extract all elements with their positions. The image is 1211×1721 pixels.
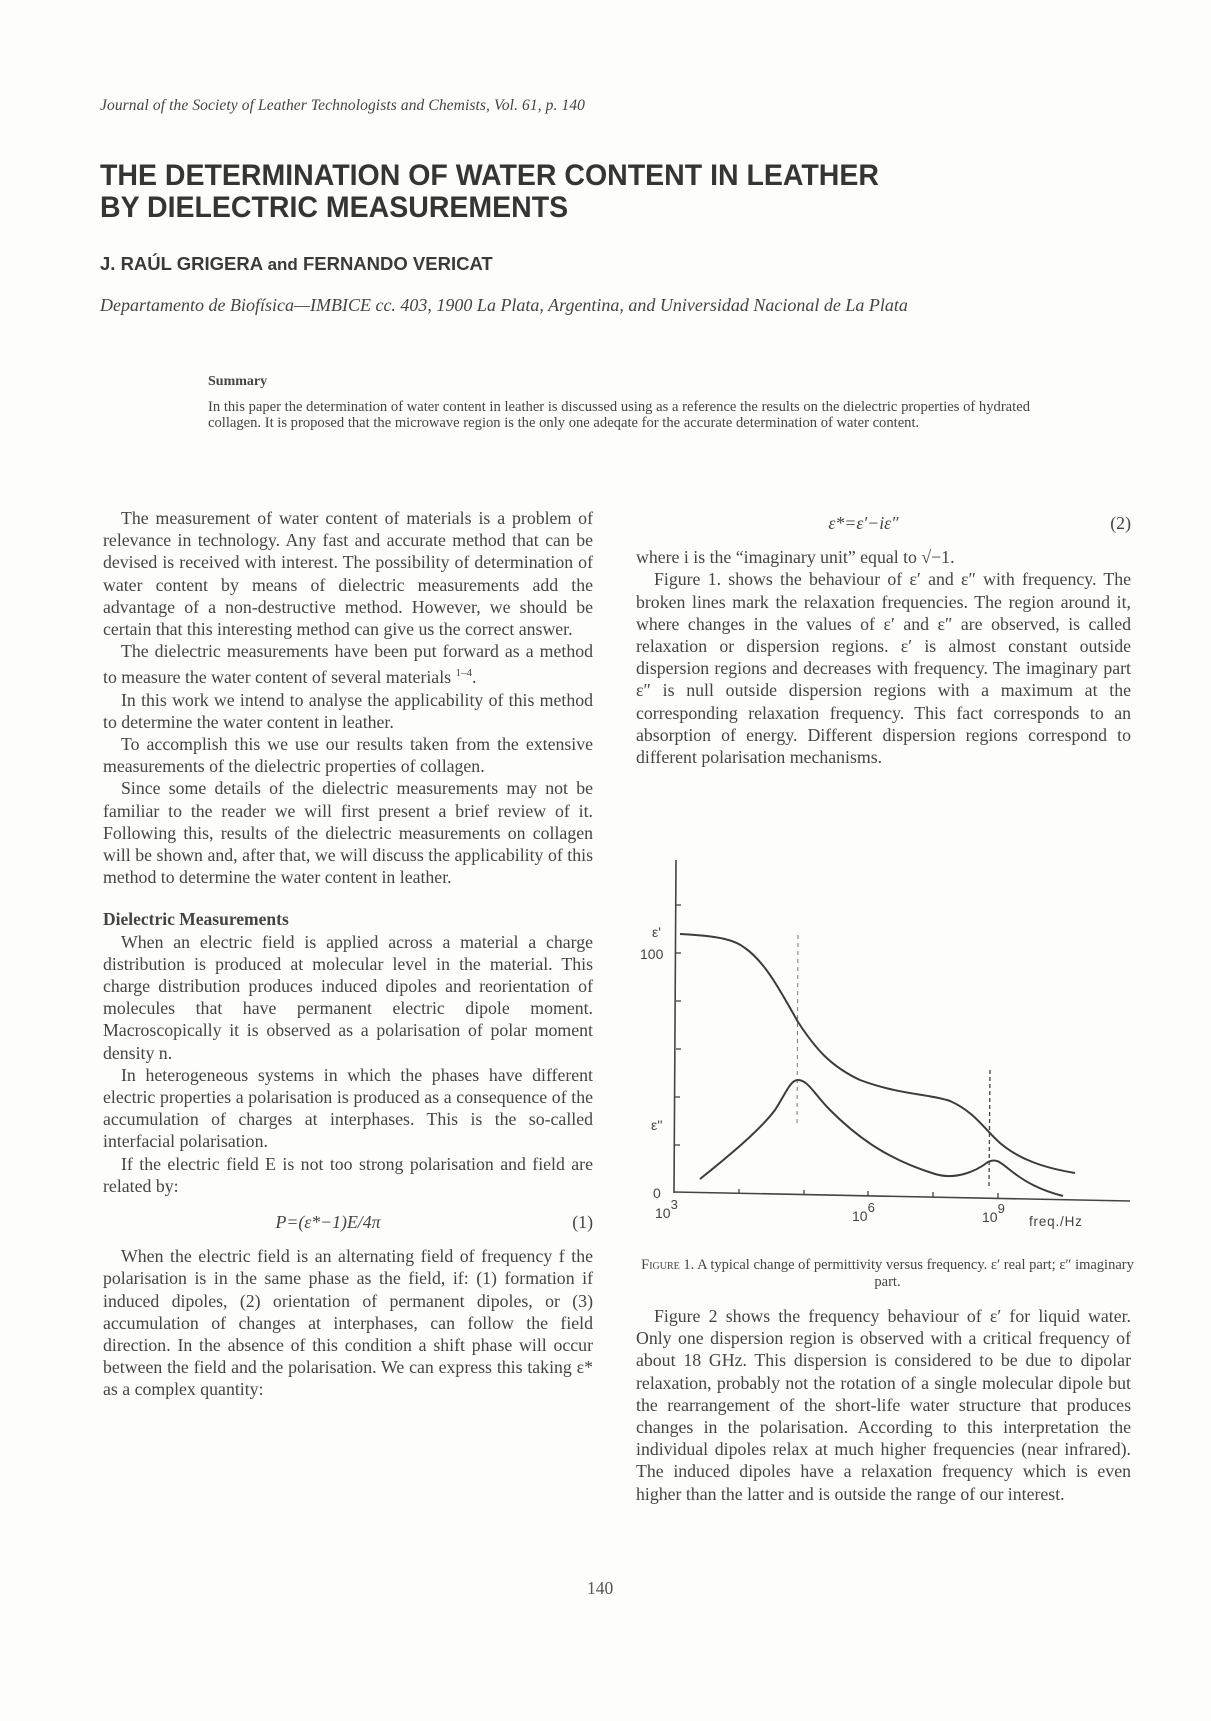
figure2-paragraph: Figure 2 shows the frequency behaviour of ε′ for liquid water. Only one dispersion region is observed with a critical frequency of about 18 GHz. This dispersion is considered to be due to dipolar relaxation, probably not the rotation of a single molecular dipole but the rearrangement of the short-life water structure that produces changes in the polarisation. According to this interpretation the individual dipoles relax at much higher frequencies (near infrared). The induced dipoles have a relaxation frequency which is even higher than the latter and is outside the range of our interest.	[636, 1306, 1131, 1504]
figure-1-caption	[640, 1257, 1135, 1291]
affiliation: Departamento de Biofísica—IMBICE cc. 403, 1900 La Plata, Argentina, and Universidad Nacional de La Plata	[100, 295, 908, 315]
equation-2-formula: ε*=ε′−iε″	[828, 513, 899, 533]
intro-paragraph-3: In this work we intend to analyse the applicability of this method to determine the water content in leather.	[103, 689, 593, 732]
caption-text: A typical change of permittivity versus frequency. ε′ real part; ε″ imaginary part.	[697, 1257, 1134, 1290]
running-head: Journal of the Society of Leather Technologists and Chemists, Vol. 61, p. 140	[100, 97, 586, 114]
permittivity-chart	[625, 855, 1140, 1229]
paper-title	[100, 160, 1050, 224]
intro-paragraph-2: The dielectric measurements have been put forward as a method to measure the water content of several materials $^{1-4}$.	[103, 641, 593, 688]
section-paragraph-3: If the electric field E is not too strong polarisation and field are related by:	[103, 1153, 593, 1196]
x-axis-label: freq./Hz	[1029, 1214, 1083, 1229]
caption-label: Figure 1.	[641, 1257, 695, 1273]
figure-1	[625, 855, 1140, 1229]
right-column-top	[636, 512, 1131, 768]
x-tick-1e6: 106	[852, 1200, 875, 1224]
author-conjunction: and	[267, 255, 298, 274]
equation-1-formula: P=(ε*−1)E/4π	[275, 1212, 381, 1233]
after-equation-paragraph: When the electric field is an alternating field of frequency f the polarisation is in the same phase as the field, if: (1) formation if induced dipoles, (2) orientation of permanent dipoles, or (3) accumulation of changes at interphases, can follow the field direction. In the absence of this condition a shift phase will occur between the field and the polarisation. We can express this taking ε* as a complex quantity:	[103, 1246, 593, 1400]
summary-heading: Summary	[208, 374, 268, 389]
intro-paragraph-2-text: The dielectric measurements have been put forward as a method to measure the water content of several materials	[103, 641, 593, 688]
imaginary-unit-line: where i is the “imaginary unit” equal to √−1.	[636, 547, 955, 568]
title-line-2: BY DIELECTRIC MEASUREMENTS	[100, 191, 569, 224]
section-paragraph-1: When an electric field is applied across a material a charge distribution is produced at molecular level in the material. This charge distribution produces induced dipoles and reorientation of molecules that have permanent electric dipole moment. Macroscopically it is observed as a polarisation of polar moment density n.	[103, 931, 593, 1063]
y-tick-100: 100	[640, 946, 664, 962]
citation-superscript: 1–4	[455, 667, 473, 680]
y-tick-0: 0	[653, 1185, 661, 1201]
equation-1	[103, 1211, 593, 1233]
intro-paragraph-5: Since some details of the dielectric measurements may not be familiar to the reader we will first present a brief review of it. Following this, results of the dielectric measurements on collagen will be shown and, after that, we will discuss the applicability of this method to determine the water content in leather.	[103, 778, 593, 888]
author-2: FERNANDO VERICAT	[302, 253, 493, 274]
intro-paragraph-4: To accomplish this we use our results taken from the extensive measurements of the dielectric properties of collagen.	[103, 733, 593, 777]
x-tick-1000: 103	[655, 1197, 678, 1221]
figure1-paragraph: Figure 1. shows the behaviour of ε′ and ε″ with frequency. The broken lines mark the relaxation frequencies. The region around it, where changes in the values of ε′ and ε″ are observed, is called relaxation or dispersion regions. ε′ is almost constant outside dispersion regions and decreases with frequency. The imaginary part ε″ is null outside dispersion regions with a maximum at the corresponding relaxation frequency. This fact corresponds to an absorption of energy. Different dispersion regions correspond to different polarisation mechanisms.	[636, 569, 1131, 768]
x-tick-1e9: 109	[982, 1201, 1005, 1225]
y-label-real: ε'	[652, 924, 661, 940]
section-paragraph-2: In heterogeneous systems in which the phases have different electric properties a polarisation is produced as a consequence of the accumulation of charges at interphases. This is the so-called interfacial polarisation.	[103, 1064, 593, 1152]
title-line-1: THE DETERMINATION OF WATER CONTENT IN LEATHER	[100, 159, 879, 192]
authors	[100, 253, 493, 275]
equation-2-number: (2)	[1110, 513, 1131, 533]
author-1: J. RAÚL GRIGERA	[100, 253, 263, 274]
left-column	[103, 507, 593, 1401]
summary-text: In this paper the determination of water content in leather is discussed using as a reference the results on the dielectric properties of hydrated collagen. It is proposed that the microwave region is the only one adeqate for the accurate determination of water content.	[208, 399, 1030, 431]
intro-paragraph-1: The measurement of water content of materials is a problem of relevance in technology. Any fast and accurate method that can be devised is received with interest. The possibility of determination of water content by means of dielectric measurements add the advantage of a non-destructive method. However, we should be certain that this interesting method can give us the correct answer.	[103, 508, 593, 640]
right-column-bottom	[636, 1305, 1131, 1505]
equation-1-number: (1)	[572, 1212, 593, 1233]
page-number: 140	[587, 1578, 614, 1598]
section-heading: Dielectric Measurements	[103, 909, 289, 930]
equation-2	[636, 512, 1131, 534]
y-label-imag: ε''	[651, 1117, 663, 1133]
